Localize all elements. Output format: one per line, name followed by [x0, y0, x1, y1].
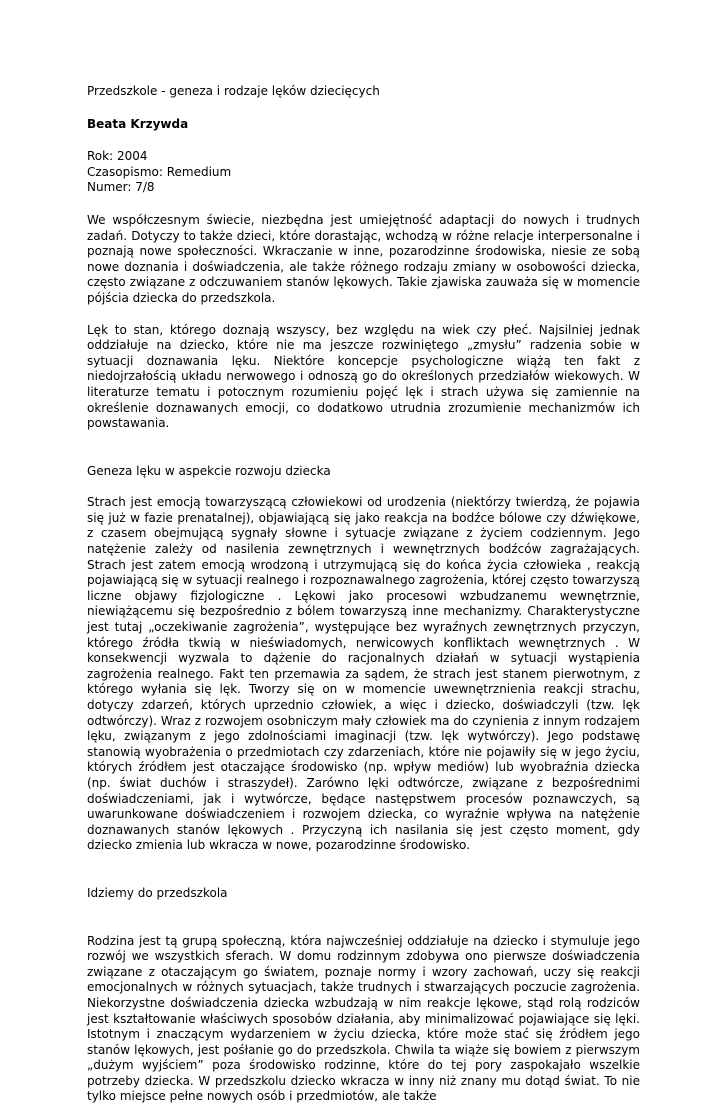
- meta-year: Rok: 2004: [87, 149, 148, 164]
- section-heading-genesis: Geneza lęku w aspekcie rozwoju dziecka: [87, 463, 331, 478]
- paragraph-anxiety: Lęk to stan, którego doznają wszyscy, bez względu na wiek czy płeć. Najsilniej jednak oddziałuje na dziecko, które nie ma jeszcze rozwiniętego „zmysłu” radzenia sobie w sytuacji doznawania lęku. Niektóre koncepcje psychologiczne wiążą ten fakt z niedojrzałością układu nerwowego i odnoszą go do określonych przedziałów wiekowych. W literaturze tematu i potocznym rozumieniu pojęć lęk i strach używa się zamiennie na określenie doznawanych emocji, co dodatkowo utrudnia zrozumienie mechanizmów ich powstawania.: [87, 322, 640, 431]
- section-heading-kindergarten: Idziemy do przedszkola: [87, 885, 228, 900]
- paragraph-kindergarten: Rodzina jest tą grupą społeczną, która najwcześniej oddziałuje na dziecko i stymuluje jego rozwój we wszystkich sferach. W domu rodzinnym zdobywa ono pierwsze doświadczenia związane z otaczającym go światem, poznaje normy i wzory zachowań, uczy się reakcji emocjonalnych w różnych sytuacjach, także trudnych i stwarzających poczucie zagrożenia. Niekorzystne doświadczenia dziecka wzbudzają w nim reakcje lękowe, stąd rolą rodziców jest kształtowanie właściwych sposobów działania, aby minimalizować pojawiające się lęki. Istotnym i znaczącym wydarzeniem w życiu dziecka, które może stać się źródłem jego stanów lękowych, jest pośłanie go do przedszkola. Chwila ta wiąże się bowiem z pierwszym „dużym wyjściem” poza środowisko rodzinne, które do tej pory zaspokajało wszelkie potrzeby dziecka. W przedszkolu dziecko wkracza w inny niż znany mu dotąd świat. To nie tylko miejsce pełne nowych osób i przedmiotów, ale także: [87, 933, 640, 1104]
- document-page: [87, 84, 640, 1105]
- document-title: Przedszkole - geneza i rodzaje lęków dziecięcych: [87, 84, 380, 98]
- paragraph-intro: We współczesnym świecie, niezbędna jest umiejętność adaptacji do nowych i trudnych zadań. Dotyczy to także dzieci, które dorastając, wchodzą w różne relacje interpersonalne i poznają nowe społeczności. Wkraczanie w inne, pozarodzinne środowiska, niesie ze sobą nowe doznania i doświadczenia, ale także różnego rodzaju zmiany w osobowości dziecka, często związane z odczuwaniem stanów lękowych. Takie zjawiska zauważa się w momencie pójścia dziecka do przedszkola.: [87, 212, 640, 305]
- author-name: Beata Krzywda: [87, 116, 189, 131]
- meta-journal: Czasopismo: Remedium: [87, 164, 232, 179]
- meta-issue: Numer: 7/8: [87, 180, 155, 195]
- metadata-block: [87, 149, 640, 196]
- paragraph-genesis: Strach jest emocją towarzyszącą człowiekowi od urodzenia (niektórzy twierdzą, że pojawia się już w fazie prenatalnej), objawiającą się jako reakcja na bodźce bólowe czy dźwiękowe, z czasem obejmującą sygnały słowne i sytuacje związane z życiem codziennym. Jego natężenie zależy od nasilenia zewnętrznych i wewnętrznych bodźców zagrażających. Strach jest zatem emocją wrodzoną i utrzymującą się do końca życia człowieka , reakcją pojawiającą się w sytuacji realnego i rozpoznawalnego zagrożenia, której często towarzyszą liczne objawy fizjologiczne . Lękowi jako procesowi wzbudzanemu wewnętrznie, niewiążącemu się bezpośrednio z bólem towarzyszą inne mechanizmy. Charakterystyczne jest tutaj „oczekiwanie zagrożenia”, występujące bez wyraźnych zewnętrznych przyczyn, którego źródła tkwią w nieświadomych, nerwicowych konfliktach wewnętrznych . W konsekwencji wyzwala to dążenie do racjonalnych działań w sytuacji wystąpienia zagrożenia realnego. Fakt ten przemawia za sądem, że strach jest stanem pierwotnym, z którego wyłania się lęk. Tworzy się on w momencie uwewnętrznienia reakcji strachu, dotyczy zdarzeń, których uprzednio człowiek, a więc i dziecko, doświadczyli (tzw. lęk odtwórczy). Wraz z rozwojem osobniczym mały człowiek ma do czynienia z innym rodzajem lęku, związanym z jego zdolnościami imaginacji (tzw. lęk wytwórczy). Jego podstawę stanowią wyobrażenia o przedmiotach czy zdarzeniach, które nie pojawiły się w jego życiu, których źródłem jest otaczające środowisko (np. wpływ mediów) lub wyobraźnia dziecka (np. świat duchów i straszydeł). Zarówno lęki odtwórcze, związane z bezpośrednimi doświadczeniami, jak i wytwórcze, będące następstwem procesów poznawczych, są uwarunkowane doświadczeniem i rozwojem dziecka, co wyraźnie wpływa na natężenie doznawanych stanów lękowych . Przyczyną ich nasilania się jest często moment, gdy dziecko zmienia lub wkracza w nowe, pozarodzinne środowisko.: [87, 495, 640, 853]
